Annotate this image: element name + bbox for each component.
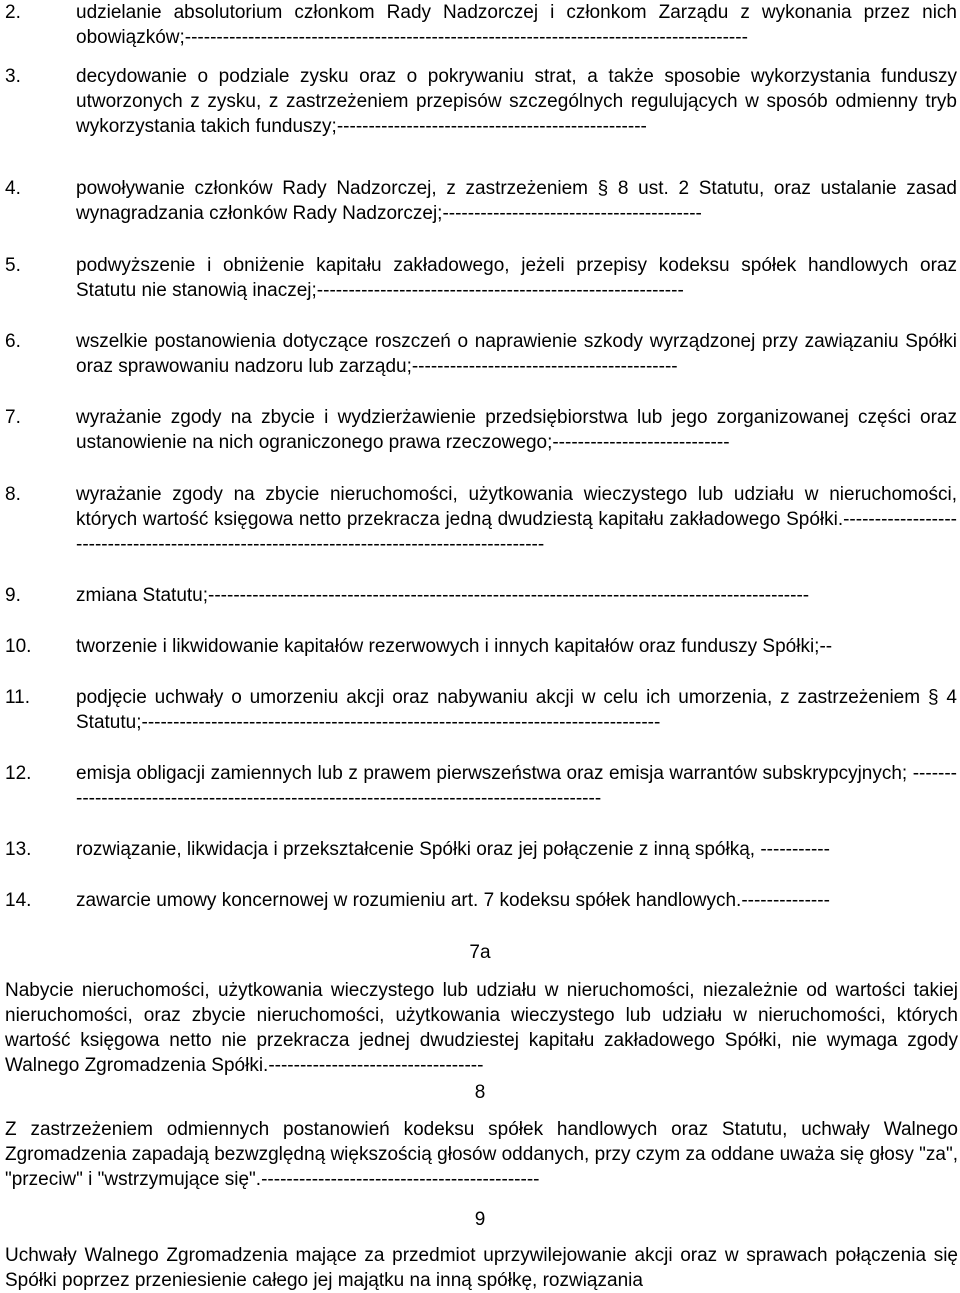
item-text: tworzenie i likwidowanie kapitałów rezerwowych i innych kapitałów oraz funduszy Spółki;-- [76,636,833,657]
item-text: powoływanie członków Rady Nadzorczej, z zastrzeżeniem § 8 ust. 2 Statutu, oraz ustalanie zasad wynagradzania członków Rady Nadzorczej;----------------------------------------- [76,178,957,224]
item-number: 2. [5,2,21,23]
list-item [0,0,958,50]
item-text: zmiana Statutu;----------------------------------------------------------------------------------------------- [76,585,810,606]
item-number: 6. [5,331,21,352]
list-item [0,888,958,913]
item-text: udzielanie absolutorium członkom Rady Nadzorczej i członkom Zarządu z wykonania przez nich obowiązków;----------------------------------------------------------------------------------------- [76,2,957,48]
item-number: 8. [5,484,21,505]
item-number: 7. [5,407,21,428]
list-item [0,634,958,659]
item-text: rozwiązanie, likwidacja i przekształcenie Spółki oraz jej połączenie z inną spółką, ----------- [76,839,830,860]
item-number: 13. [5,839,32,860]
item-text: wyrażanie zgody na zbycie i wydzierżawienie przedsiębiorstwa lub jego zorganizowanej części oraz ustanowienie na nich ograniczonego prawa rzeczowego;---------------------------- [76,407,957,453]
item-text: decydowanie o podziale zysku oraz o pokrywaniu strat, a także sposobie wykorzystania funduszy utworzonych z zysku, z zastrzeżeniem przepisów szczególnych regulujących w sposób odmienny tryb wykorzystania takich funduszy;------------------------------------------------- [76,66,957,137]
section-paragraph: Z zastrzeżeniem odmiennych postanowień kodeksu spółek handlowych oraz Statutu, uchwały Walnego Zgromadzenia zapadają bezwzględną większością głosów oddanych, przy czym za oddane uważa się głosy "za", "przeciw" i "wstrzymujące się".-------------------------------------------- [5,1119,958,1190]
section-heading: 7a [469,942,491,963]
item-number: 4. [5,178,21,199]
item-text: zawarcie umowy koncernowej w rozumieniu art. 7 kodeksu spółek handlowych.-------------- [76,890,830,911]
section-heading: 9 [474,1209,486,1230]
item-text: podjęcie uchwały o umorzeniu akcji oraz nabywaniu akcji w celu ich umorzenia, z zastrzeżeniem § 4 Statutu;---------------------------------------------------------------------------------- [76,687,957,733]
item-text: wszelkie postanowienia dotyczące roszczeń o naprawienie szkody wyrządzonej przy zawiązaniu Spółki oraz sprawowaniu nadzoru lub zarządu;------------------------------------------ [76,331,957,377]
section-paragraph: Nabycie nieruchomości, użytkowania wieczystego lub udziału w nieruchomości, niezależnie od wartości takiej nieruchomości, oraz zbycie nieruchomości, użytkowania wieczystego lub udziału w nieruchomości, których wartość księgowa netto nie przekracza jednej dwudziestej kapitału zakładowego Spółki, nie wymaga zgody Walnego Zgromadzenia Spółki.---------------------------------- [5,980,958,1076]
list-item [0,837,958,862]
list-item [0,583,958,608]
section-paragraph: Uchwały Walnego Zgromadzenia mające za przedmiot uprzywilejowanie akcji oraz w sprawach połączenia się Spółki poprzez przeniesienie całego jej majątku na inną spółkę, rozwiązania [5,1245,958,1291]
item-number: 14. [5,890,32,911]
list-item [0,405,958,455]
list-item [0,253,958,303]
item-number: 11. [5,687,31,708]
item-number: 3. [5,66,21,87]
list-item [0,761,958,811]
item-number: 9. [5,585,21,606]
item-text: emisja obligacji zamiennych lub z prawem pierwszeństwa oraz emisja warrantów subskrypcyjnych; ------------------------------------------------------------------------------------------ [76,763,957,809]
item-number: 5. [5,255,21,276]
section-heading: 8 [474,1082,486,1103]
item-text: wyrażanie zgody na zbycie nieruchomości, użytkowania wieczystego lub udziału w nieruchomości, których wartość księgowa netto przekracza jedną dwudziestą kapitału zakładowego Spółki.-------------------------------------------------------------------------------------------- [76,484,957,555]
item-number: 12. [5,763,32,784]
list-item [0,64,958,139]
item-number: 10. [5,636,32,657]
list-item [0,685,958,735]
list-item [0,176,958,226]
list-item [0,482,958,557]
item-text: podwyższenie i obniżenie kapitału zakładowego, jeżeli przepisy kodeksu spółek handlowych oraz Statutu nie stanowią inaczej;---------------------------------------------------------- [76,255,957,301]
list-item [0,329,958,379]
